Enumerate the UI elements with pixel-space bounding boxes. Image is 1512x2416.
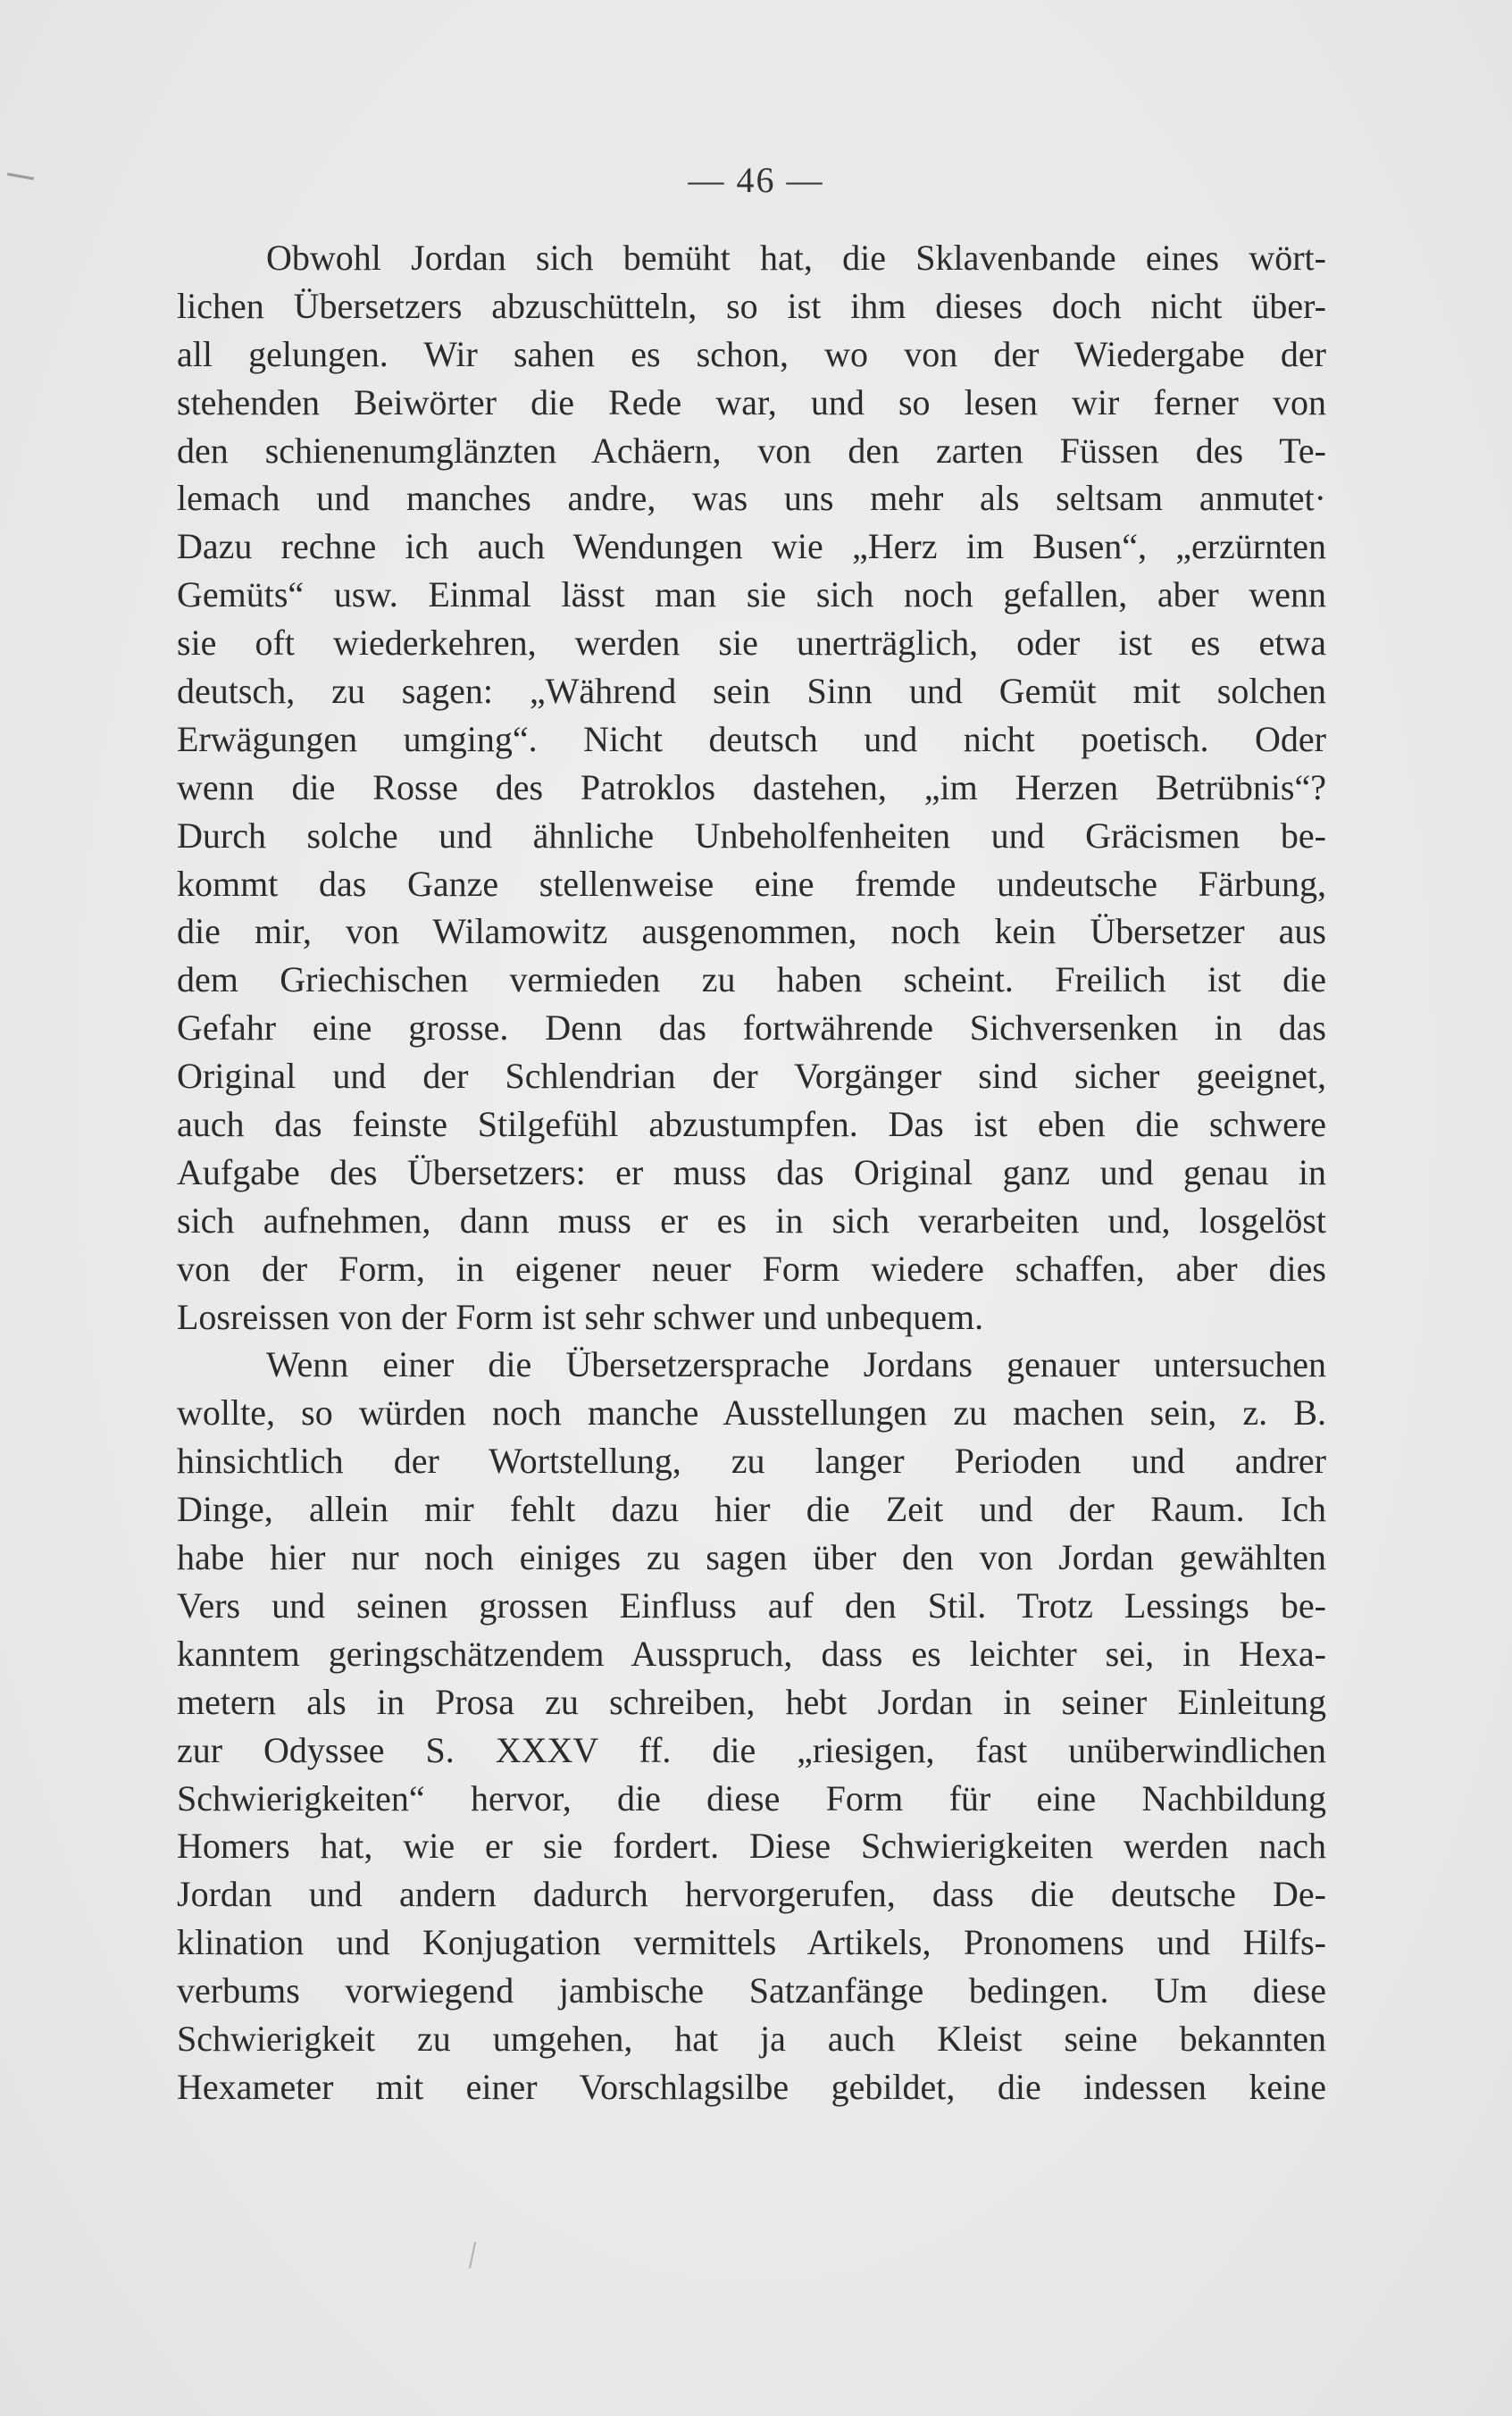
text-line: Schwierigkeiten“ hervor, die diese Form für eine Nachbildung xyxy=(177,1777,1326,1818)
text-line: Gemüts“ usw. Einmal lässt man sie sich noch gefallen, aber wenn xyxy=(177,574,1326,615)
text-line: all gelungen. Wir sahen es schon, wo von der Wiedergabe der xyxy=(177,333,1326,374)
text-line: Homers hat, wie er sie fordert. Diese Schwierigkeiten werden nach xyxy=(177,1826,1326,1867)
text-line: Hexameter mit einer Vorschlagsilbe gebildet, die indessen keine xyxy=(177,2066,1326,2107)
text-line: Original und der Schlendrian der Vorgänger sind sicher geeignet, xyxy=(177,1056,1326,1097)
paragraph-2 xyxy=(177,1341,1326,2111)
text-line: zur Odyssee S. XXXV ff. die „riesigen, fast unüberwindlichen xyxy=(177,1729,1326,1770)
text-line: verbums vorwiegend jambische Satzanfänge bedingen. Um diese xyxy=(177,1970,1326,2011)
text-line: die mir, von Wilamowitz ausgenommen, noch kein Übersetzer aus xyxy=(177,911,1326,952)
text-line: sie oft wiederkehren, werden sie unerträglich, oder ist es etwa xyxy=(177,623,1326,664)
text-line: Erwägungen umging“. Nicht deutsch und nicht poetisch. Oder xyxy=(177,718,1326,759)
text-line: Losreissen von der Form ist sehr schwer und unbequem. xyxy=(177,1296,984,1337)
paragraph-1 xyxy=(177,234,1326,1341)
text-line: Schwierigkeit zu umgehen, hat ja auch Kleist seine bekannten xyxy=(177,2018,1326,2059)
text-line: Dazu rechne ich auch Wendungen wie „Herz im Busen“, „erzürnten xyxy=(177,526,1326,567)
text-line: von der Form, in eigener neuer Form wiedere schaffen, aber dies xyxy=(177,1248,1326,1289)
text-line: Vers und seinen grossen Einfluss auf den Stil. Trotz Lessings be- xyxy=(177,1584,1326,1626)
text-line: Durch solche und ähnliche Unbeholfenheiten und Gräcismen be- xyxy=(177,815,1326,856)
text-line: habe hier nur noch einiges zu sagen über den von Jordan gewählten xyxy=(177,1537,1326,1578)
text-line: den schienenumglänzten Achäern, von den zarten Füssen des Te- xyxy=(177,430,1326,471)
stray-mark xyxy=(469,2242,476,2269)
text-line: kommt das Ganze stellenweise eine fremde undeutsche Färbung, xyxy=(177,863,1326,904)
text-line: Wenn einer die Übersetzersprache Jordans genauer untersuchen xyxy=(266,1344,1326,1385)
text-line: hinsichtlich der Wortstellung, zu langer Perioden und andrer xyxy=(177,1441,1326,1482)
text-line: Gefahr eine grosse. Denn das fortwährende Sichversenken in das xyxy=(177,1007,1326,1049)
text-line: wenn die Rosse des Patroklos dastehen, „im Herzen Betrübnis“? xyxy=(177,766,1326,807)
text-line: deutsch, zu sagen: „Während sein Sinn und Gemüt mit solchen xyxy=(177,671,1326,712)
text-line: kanntem geringschätzendem Ausspruch, dass es leichter sei, in Hexa- xyxy=(177,1633,1326,1674)
body-text xyxy=(177,234,1326,2111)
text-line: auch das feinste Stilgefühl abzustumpfen. Das ist eben die schwere xyxy=(177,1104,1326,1145)
text-line: metern als in Prosa zu schreiben, hebt Jordan in seiner Einleitung xyxy=(177,1681,1326,1722)
text-line: lichen Übersetzers abzuschütteln, so ist ihm dieses doch nicht über- xyxy=(177,285,1326,326)
text-line: klination und Konjugation vermittels Artikels, Pronomens und Hilfs- xyxy=(177,1922,1326,1963)
text-line: dem Griechischen vermieden zu haben scheint. Freilich ist die xyxy=(177,959,1326,1000)
text-line: sich aufnehmen, dann muss er es in sich verarbeiten und, losgelöst xyxy=(177,1200,1326,1241)
text-line: Aufgabe des Übersetzers: er muss das Original ganz und genau in xyxy=(177,1151,1326,1192)
text-line: wollte, so würden noch manche Ausstellungen zu machen sein, z. B. xyxy=(177,1392,1326,1434)
page-number: — 46 — xyxy=(688,160,824,200)
text-line: stehenden Beiwörter die Rede war, und so lesen wir ferner von xyxy=(177,381,1326,422)
text-line: Jordan und andern dadurch hervorgerufen, dass die deutsche De- xyxy=(177,1874,1326,1915)
text-line: Dinge, allein mir fehlt dazu hier die Zeit und der Raum. Ich xyxy=(177,1489,1326,1530)
text-line: Obwohl Jordan sich bemüht hat, die Sklavenbande eines wört- xyxy=(266,238,1326,278)
text-line: lemach und manches andre, was uns mehr als seltsam anmutet· xyxy=(177,478,1326,519)
